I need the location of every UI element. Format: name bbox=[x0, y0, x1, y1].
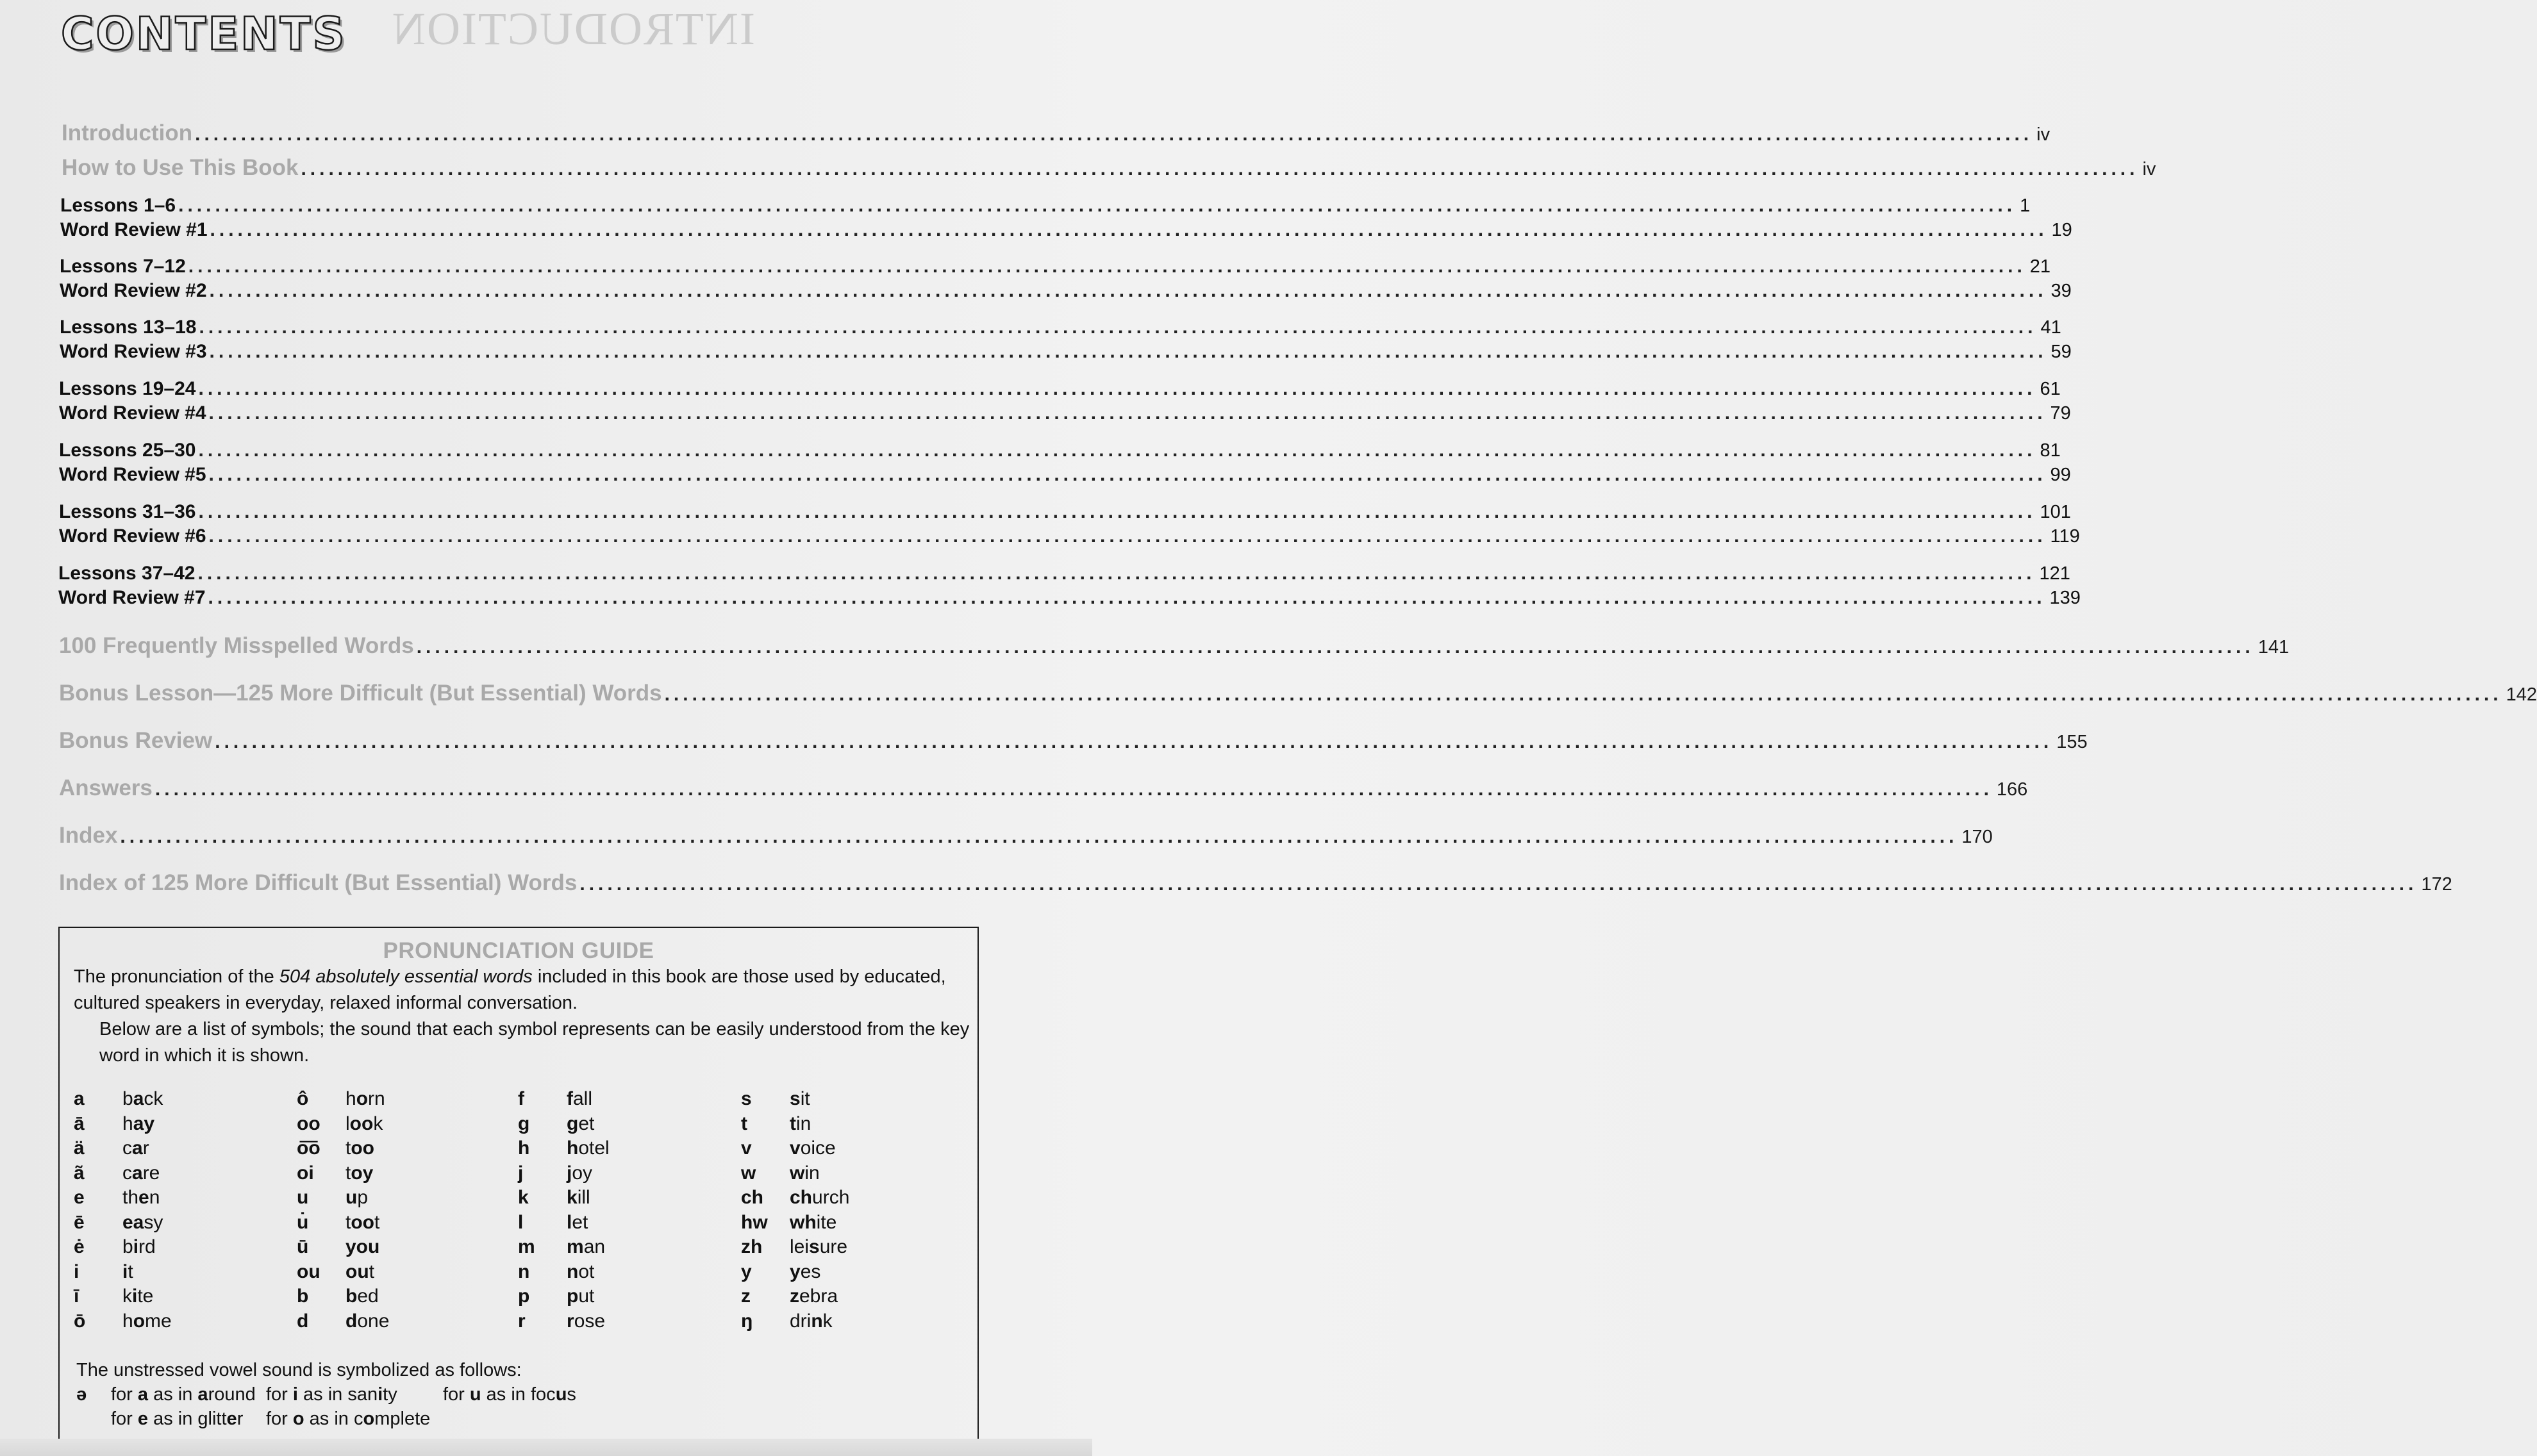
schwa-symbol: ə bbox=[76, 1384, 87, 1405]
key-word: voice bbox=[790, 1138, 836, 1159]
key-word: yes bbox=[790, 1261, 821, 1282]
key-word: toy bbox=[345, 1162, 374, 1184]
toc-entry[interactable] bbox=[62, 155, 2156, 181]
key-word: out bbox=[345, 1261, 374, 1282]
pronunciation-symbol: ō bbox=[74, 1310, 86, 1332]
key-word: bird bbox=[122, 1236, 156, 1257]
symbol-column bbox=[518, 1088, 610, 1335]
toc-leader-dots: ........................................................................................................................................................................................................ bbox=[208, 402, 2047, 424]
toc-entry[interactable] bbox=[59, 464, 2071, 486]
toc-entry-label: Word Review #6 bbox=[59, 525, 206, 547]
toc-entry-label: Word Review #1 bbox=[60, 219, 208, 240]
symbol-column bbox=[741, 1088, 849, 1335]
unstressed-note: The unstressed vowel sound is symbolized as follows: bbox=[76, 1360, 522, 1380]
show-through-heading: INTRODUCTION bbox=[391, 3, 755, 54]
symbol-row bbox=[74, 1311, 172, 1336]
toc-entry-page: 142 bbox=[2506, 684, 2537, 705]
symbol-row bbox=[74, 1212, 172, 1237]
pronunciation-symbol: v bbox=[741, 1138, 752, 1159]
symbol-row bbox=[741, 1187, 849, 1212]
toc-entry[interactable] bbox=[59, 501, 2071, 523]
symbol-row bbox=[297, 1162, 389, 1187]
page-edge bbox=[0, 1439, 1092, 1456]
pronunciation-symbol: h bbox=[518, 1138, 530, 1159]
toc-entry-page: 41 bbox=[2040, 317, 2061, 338]
key-word: man bbox=[567, 1236, 606, 1257]
toc-entry-page: iv bbox=[2142, 159, 2156, 179]
toc-leader-dots: ........................................................................................................................................................................................................ bbox=[215, 731, 2053, 752]
toc-leader-dots: ........................................................................................................................................................................................................ bbox=[301, 158, 2139, 179]
toc-entry[interactable] bbox=[62, 120, 2050, 146]
toc-leader-dots: ........................................................................................................................................................................................................ bbox=[198, 378, 2036, 399]
pronunciation-symbol: zh bbox=[741, 1236, 763, 1257]
key-word: home bbox=[122, 1310, 172, 1332]
toc-entry-page: 141 bbox=[2258, 637, 2290, 658]
toc-leader-dots: ........................................................................................................................................................................................................ bbox=[198, 501, 2036, 522]
toc-entry[interactable] bbox=[60, 317, 2061, 338]
page-title: CONTENTS bbox=[61, 8, 347, 60]
toc-leader-dots: ........................................................................................................................................................................................................ bbox=[197, 563, 2036, 584]
key-word: rose bbox=[567, 1310, 606, 1332]
toc-entry-page: 119 bbox=[2050, 526, 2080, 547]
toc-entry-label: Bonus Lesson—125 More Difficult (But Essential) Words bbox=[59, 681, 662, 706]
symbol-row bbox=[518, 1311, 610, 1336]
symbol-row bbox=[518, 1113, 610, 1138]
pronunciation-guide-box bbox=[58, 927, 979, 1442]
toc-leader-dots: ........................................................................................................................................................................................................ bbox=[416, 636, 2254, 658]
toc-entry-page: 101 bbox=[2040, 502, 2071, 522]
symbol-row bbox=[297, 1138, 389, 1162]
pronunciation-symbol: ā bbox=[74, 1113, 85, 1134]
toc-entry-label: Lessons 1–6 bbox=[60, 195, 176, 216]
pronunciation-symbol: u̇ bbox=[297, 1211, 309, 1233]
key-word: let bbox=[567, 1211, 588, 1233]
pronunciation-symbol: s bbox=[741, 1088, 752, 1109]
schwa-example: for a as in around bbox=[111, 1384, 256, 1405]
toc-entry[interactable] bbox=[59, 823, 1993, 848]
key-word: you bbox=[345, 1236, 380, 1257]
key-word: win bbox=[790, 1162, 820, 1184]
toc-entry-label: Index bbox=[59, 823, 118, 848]
toc-entry[interactable] bbox=[60, 280, 2072, 302]
toc-entry-page: 121 bbox=[2039, 563, 2070, 584]
key-word: care bbox=[122, 1162, 160, 1184]
pronunciation-symbol: ô bbox=[297, 1088, 309, 1109]
key-word: not bbox=[567, 1261, 595, 1282]
symbol-row bbox=[518, 1261, 610, 1286]
toc-leader-dots: ........................................................................................................................................................................................................ bbox=[209, 280, 2047, 301]
key-word: white bbox=[790, 1211, 837, 1233]
symbol-row bbox=[741, 1212, 849, 1237]
toc-entry-label: 100 Frequently Misspelled Words bbox=[59, 633, 414, 658]
symbol-row bbox=[741, 1311, 849, 1336]
toc-entry-label: Index of 125 More Difficult (But Essential) Words bbox=[59, 870, 578, 895]
toc-entry[interactable] bbox=[59, 681, 2537, 706]
symbol-row bbox=[297, 1286, 389, 1311]
toc-leader-dots: ........................................................................................................................................................................................................ bbox=[208, 464, 2047, 485]
pronunciation-symbol: e bbox=[74, 1187, 85, 1208]
pronunciation-symbol: k bbox=[518, 1187, 529, 1208]
key-word: done bbox=[345, 1310, 390, 1332]
pronunciation-symbol: oi bbox=[297, 1162, 314, 1184]
intro-paragraph-2: Below are a list of symbols; the sound that each symbol represents can be easily understood from the key word in which it is shown. bbox=[99, 1019, 970, 1066]
key-word: toot bbox=[345, 1211, 380, 1233]
key-word: put bbox=[567, 1286, 595, 1307]
key-word: hotel bbox=[567, 1138, 610, 1159]
toc-entry[interactable] bbox=[60, 341, 2072, 363]
schwa-example: for u as in focus bbox=[443, 1384, 576, 1405]
toc-entry-label: Word Review #7 bbox=[58, 587, 206, 608]
pronunciation-symbol: d bbox=[297, 1310, 309, 1332]
pronunciation-symbol: ã bbox=[74, 1162, 85, 1184]
symbol-row bbox=[74, 1236, 172, 1261]
toc-entry-page: 39 bbox=[2050, 281, 2072, 301]
toc-entry-page: iv bbox=[2036, 124, 2050, 145]
symbol-row bbox=[518, 1187, 610, 1212]
key-word: drink bbox=[790, 1310, 833, 1332]
symbol-row bbox=[297, 1311, 389, 1336]
symbol-row bbox=[74, 1088, 172, 1113]
pronunciation-symbol: ū bbox=[297, 1236, 309, 1257]
pronunciation-symbol: ī bbox=[74, 1286, 79, 1307]
toc-entry-page: 172 bbox=[2421, 874, 2452, 895]
pronunciation-symbol: b bbox=[297, 1286, 309, 1307]
symbol-column bbox=[74, 1088, 172, 1335]
toc-entry-page: 139 bbox=[2049, 588, 2081, 608]
toc-entry-label: Lessons 7–12 bbox=[60, 256, 186, 277]
toc-leader-dots: ........................................................................................................................................................................................................ bbox=[579, 873, 2418, 895]
toc-entry-label: Word Review #3 bbox=[60, 341, 207, 362]
toc-entry[interactable] bbox=[59, 775, 2028, 801]
toc-entry-page: 99 bbox=[2050, 465, 2071, 485]
pronunciation-symbol: ē bbox=[74, 1211, 85, 1233]
pronunciation-symbol: oo bbox=[297, 1113, 320, 1134]
pronunciation-symbol: ä bbox=[74, 1138, 85, 1159]
pronunciation-symbol: i bbox=[74, 1261, 79, 1282]
toc-entry-page: 79 bbox=[2050, 403, 2071, 424]
pronunciation-symbol: ou bbox=[297, 1261, 320, 1282]
key-word: joy bbox=[567, 1162, 593, 1184]
key-word: back bbox=[122, 1088, 163, 1109]
pronunciation-symbol: ch bbox=[741, 1187, 764, 1208]
key-word: zebra bbox=[790, 1286, 838, 1307]
key-word: too bbox=[345, 1138, 374, 1159]
symbol-row bbox=[74, 1138, 172, 1162]
toc-entry-label: Answers bbox=[59, 775, 153, 800]
key-word: sit bbox=[790, 1088, 810, 1109]
toc-entry[interactable] bbox=[60, 256, 2051, 277]
symbol-row bbox=[518, 1138, 610, 1162]
toc-leader-dots: ........................................................................................................................................................................................................ bbox=[154, 779, 1993, 800]
key-word: car bbox=[122, 1138, 149, 1159]
schwa-example: for o as in complete bbox=[266, 1409, 431, 1429]
toc-entry-page: 59 bbox=[2050, 342, 2072, 362]
toc-leader-dots: ........................................................................................................................................................................................................ bbox=[178, 195, 2017, 216]
toc-entry-page: 19 bbox=[2051, 220, 2072, 240]
schwa-example: for e as in glitter bbox=[111, 1409, 244, 1429]
key-word: hay bbox=[122, 1113, 155, 1134]
pronunciation-guide-title: PRONUNCIATION GUIDE bbox=[383, 938, 654, 963]
toc-entry-label: Introduction bbox=[62, 120, 193, 145]
toc-entry-page: 155 bbox=[2056, 732, 2088, 752]
toc-entry-label: Lessons 37–42 bbox=[58, 563, 195, 584]
key-word: look bbox=[345, 1113, 383, 1134]
toc-leader-dots: ........................................................................................................................................................................................................ bbox=[198, 440, 2036, 461]
symbol-row bbox=[297, 1187, 389, 1212]
toc-leader-dots: ........................................................................................................................................................................................................ bbox=[195, 124, 2033, 145]
pronunciation-symbol: l bbox=[518, 1211, 524, 1233]
toc-entry-label: Lessons 31–36 bbox=[59, 501, 196, 522]
toc-entry[interactable] bbox=[59, 378, 2061, 400]
key-word: easy bbox=[122, 1211, 163, 1233]
pronunciation-symbol: w bbox=[741, 1162, 756, 1184]
symbol-row bbox=[518, 1286, 610, 1311]
pronunciation-symbol: r bbox=[518, 1310, 526, 1332]
symbol-column bbox=[297, 1088, 389, 1335]
toc-entry-label: Lessons 19–24 bbox=[59, 378, 196, 399]
key-word: church bbox=[790, 1187, 850, 1208]
toc-entry-page: 166 bbox=[1996, 779, 2028, 800]
toc-entry[interactable] bbox=[59, 728, 2088, 754]
toc-entry[interactable] bbox=[60, 219, 2072, 241]
toc-entry-label: Word Review #2 bbox=[60, 280, 207, 301]
pronunciation-symbol: f bbox=[518, 1088, 524, 1109]
toc-entry[interactable] bbox=[59, 870, 2452, 896]
pronunciation-symbol: o͞o bbox=[297, 1138, 320, 1159]
pronunciation-guide-intro bbox=[74, 964, 971, 1069]
key-word: bed bbox=[345, 1286, 379, 1307]
pronunciation-symbol: ŋ bbox=[741, 1310, 753, 1332]
pronunciation-symbol: a bbox=[74, 1088, 85, 1109]
pronunciation-symbol: y bbox=[741, 1261, 752, 1282]
toc-entry-page: 81 bbox=[2040, 440, 2061, 461]
key-word: get bbox=[567, 1113, 595, 1134]
key-word: horn bbox=[345, 1088, 385, 1109]
toc-leader-dots: ........................................................................................................................................................................................................ bbox=[209, 341, 2047, 362]
key-word: up bbox=[345, 1187, 369, 1208]
symbol-row bbox=[518, 1162, 610, 1187]
toc-leader-dots: ........................................................................................................................................................................................................ bbox=[664, 684, 2502, 705]
symbol-row bbox=[297, 1261, 389, 1286]
toc-entry[interactable] bbox=[59, 633, 2290, 659]
toc-entry[interactable] bbox=[60, 195, 2031, 217]
pronunciation-symbol: t bbox=[741, 1113, 747, 1134]
toc-leader-dots: ........................................................................................................................................................................................................ bbox=[208, 525, 2047, 547]
pronunciation-symbol: p bbox=[518, 1286, 530, 1307]
toc-entry-label: Word Review #4 bbox=[59, 402, 206, 424]
toc-leader-dots: ........................................................................................................................................................................................................ bbox=[120, 826, 1958, 847]
toc-entry[interactable] bbox=[59, 440, 2061, 461]
symbol-row bbox=[74, 1162, 172, 1187]
schwa-example: for i as in sanity bbox=[266, 1384, 397, 1405]
toc-entry-page: 21 bbox=[2029, 256, 2051, 277]
intro-paragraph-1: The pronunciation of the 504 absolutely essential words included in this book are those used by educated, cultured speakers in everyday, relaxed informal conversation. bbox=[74, 966, 946, 1013]
symbol-row bbox=[741, 1236, 849, 1261]
symbol-row bbox=[741, 1261, 849, 1286]
symbol-row bbox=[741, 1286, 849, 1311]
toc-leader-dots: ........................................................................................................................................................................................................ bbox=[188, 256, 2026, 277]
pronunciation-symbol: ė bbox=[74, 1236, 85, 1257]
symbol-row bbox=[74, 1286, 172, 1311]
pronunciation-symbol: n bbox=[518, 1261, 530, 1282]
key-word: fall bbox=[567, 1088, 593, 1109]
toc-entry[interactable] bbox=[58, 563, 2070, 584]
symbol-row bbox=[518, 1212, 610, 1237]
toc-leader-dots: ........................................................................................................................................................................................................ bbox=[199, 317, 2037, 338]
toc-entry-page: 61 bbox=[2040, 379, 2061, 399]
key-word: kite bbox=[122, 1286, 154, 1307]
symbol-row bbox=[518, 1088, 610, 1113]
toc-entry[interactable] bbox=[59, 402, 2071, 424]
symbol-row bbox=[741, 1162, 849, 1187]
symbol-row bbox=[297, 1212, 389, 1237]
symbol-row bbox=[741, 1088, 849, 1113]
pronunciation-symbol: g bbox=[518, 1113, 530, 1134]
toc-entry-label: Lessons 25–30 bbox=[59, 440, 196, 461]
toc-entry-label: Bonus Review bbox=[59, 728, 213, 753]
toc-entry-page: 170 bbox=[1961, 827, 1993, 847]
toc-leader-dots: ........................................................................................................................................................................................................ bbox=[208, 587, 2046, 608]
symbol-row bbox=[297, 1088, 389, 1113]
toc-entry[interactable] bbox=[58, 587, 2081, 609]
symbol-row bbox=[518, 1236, 610, 1261]
key-word: tin bbox=[790, 1113, 811, 1134]
symbol-row bbox=[74, 1261, 172, 1286]
toc-leader-dots: ........................................................................................................................................................................................................ bbox=[210, 219, 2048, 240]
key-word: then bbox=[122, 1187, 160, 1208]
key-word: leisure bbox=[790, 1236, 848, 1257]
symbol-row bbox=[297, 1236, 389, 1261]
pronunciation-symbol: u bbox=[297, 1187, 309, 1208]
symbol-row bbox=[74, 1187, 172, 1212]
symbol-row bbox=[297, 1113, 389, 1138]
toc-entry[interactable] bbox=[59, 525, 2080, 547]
key-word: it bbox=[122, 1261, 133, 1282]
toc-entry-label: How to Use This Book bbox=[62, 155, 299, 180]
pronunciation-symbol: z bbox=[741, 1286, 751, 1307]
toc-entry-label: Lessons 13–18 bbox=[60, 317, 197, 338]
symbol-row bbox=[741, 1138, 849, 1162]
pronunciation-symbol: hw bbox=[741, 1211, 768, 1233]
pronunciation-symbol: j bbox=[518, 1162, 524, 1184]
key-word: kill bbox=[567, 1187, 590, 1208]
toc-entry-page: 1 bbox=[2020, 195, 2031, 216]
symbol-row bbox=[74, 1113, 172, 1138]
toc-entry-label: Word Review #5 bbox=[59, 464, 206, 485]
symbol-row bbox=[741, 1113, 849, 1138]
pronunciation-symbol: m bbox=[518, 1236, 535, 1257]
